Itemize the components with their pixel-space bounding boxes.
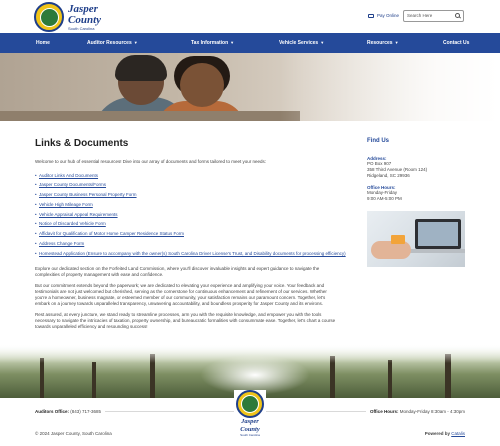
link-homestead-application[interactable]: • Homestead Application (Ensure to accompany with the owner(s) South Carolina Driver License's Trust, and Disability documents for processing efficiency) [35,249,340,259]
credit-card-icon [368,14,374,18]
chevron-down-icon: ▼ [320,40,325,45]
search-icon[interactable] [455,13,460,18]
address-label: Address: [367,156,387,161]
logo-line2: County [68,13,102,26]
pay-online-link[interactable] [368,13,399,18]
find-us-sidebar [367,138,467,208]
link-appraisal-appeal[interactable]: • Vehicle Appraisal Appeal Requirements [35,210,340,220]
address-line: Ridgeland, SC 29936 [367,173,410,178]
footer-logo-line2: County [240,425,260,433]
hero-image [0,53,500,121]
page-title: Links & Documents [35,138,129,149]
site-footer [0,398,500,446]
nav-item-contact-us[interactable]: Contact Us [443,40,470,46]
county-logo[interactable] [34,2,101,32]
document-links-list [35,171,346,259]
powered-by [425,431,465,436]
county-seal-icon [236,390,264,418]
online-payment-photo [367,211,465,267]
footer-logo[interactable] [234,390,266,440]
main-nav [0,33,500,53]
footer-logo-line3: South Carolina [240,433,260,437]
auditor-office-info [35,409,105,414]
paragraph-rest-assured: Rest assured, at every juncture, we stand ready to streamline processes, arm you with the requisite knowledge, and empower you with the tools necessary to navigate the intricacies of taxation, property ownership, and bureaucratic formalities with consummate ease. Together, let's chart a course towards unparalleled efficiency and resounding success! [35,312,336,330]
link-auditor-links[interactable]: • Auditor Links And Documents [35,171,340,181]
auditor-phone-link[interactable]: (843) 717-3685 [70,409,102,414]
link-motor-home-affidavit[interactable]: • Affidavit for Qualification of Motor Home Camper Residence Status Form [35,229,340,239]
site-header [0,0,500,33]
link-county-documents[interactable]: • Jasper County Documents/Forms [35,180,340,190]
nav-item-home[interactable]: Home [36,40,50,46]
county-seal-icon [34,2,64,32]
nav-item-resources[interactable]: Resources ▼ [367,40,399,46]
search-placeholder: Search Here [407,13,433,18]
nav-item-tax-information[interactable]: Tax Information ▼ [191,40,235,46]
catalis-link[interactable]: Catalis [451,431,465,436]
chevron-down-icon: ▼ [133,40,138,45]
nav-item-vehicle-services[interactable]: Vehicle Services ▼ [279,40,325,46]
paragraph-commitment: But our commitment extends beyond the paperwork; we are dedicated to elevating your experience and amplifying your voice. Your feedback and testimonials are not just welcomed but cherished, serving as the cornerstone for continuous enhancement and refinement of our services. Whether you're a homeowner, business magnate, or esteemed member of our community, your satisfaction remains our paramount concern. Together, let's embark on a journey towards unparalleled transparency, unwavering accountability, and boundless prosperity for Jasper County and its environs. [35,282,327,307]
office-hours-line: Monday-Friday [367,190,398,195]
copyright-text: © 2024 Jasper County, South Carolina [35,431,112,436]
logo-line1: Jasper [68,2,98,15]
find-us-title: Find Us [367,138,389,144]
footer-hours-value: Monday-Friday 8:30am - 4:30pm [399,409,465,414]
auditor-office-label: Auditors Office: [35,409,70,414]
address-line: PO Box 907 [367,161,392,166]
link-address-change[interactable]: • Address Change Form [35,239,340,249]
link-high-mileage-form[interactable]: • Vehicle High Mileage Form [35,200,340,210]
powered-by-label: Powered by [424,431,450,436]
main-content [35,138,346,336]
address-block [367,156,467,179]
office-hours-line: 9:00 AM-5:00 PM [367,196,402,201]
chevron-down-icon: ▼ [230,40,235,45]
footer-office-hours [366,409,465,414]
intro-text: Welcome to our hub of essential resources! Dive into our array of documents and forms tailored to meet your needs: [35,159,267,164]
search-input[interactable] [403,10,464,22]
nav-item-auditor-resources[interactable]: Auditor Resources ▼ [87,40,138,46]
chevron-down-icon: ▼ [394,40,399,45]
office-hours-label: Office Hours: [367,185,396,190]
link-business-personal-property[interactable]: • Jasper County Business Personal Property Form [35,190,340,200]
link-discarded-vehicle[interactable]: • Notice of Discarded Vehicle Form [35,219,340,229]
address-line: 358 Third Avenue (Room 124) [367,167,428,172]
logo-line3: South Carolina [68,25,95,31]
footer-logo-line1: Jasper [241,418,259,425]
paragraph-forfeited-land: Explore our dedicated section on the Forfeited Land Commission, where you'll discover invaluable insights and expert guidance to navigate the complexities of property management with ease and confidence. [35,265,320,277]
office-hours-block [367,185,467,202]
pay-online-label: Pay Online [377,13,400,18]
footer-hours-label: Office Hours: [369,409,399,414]
